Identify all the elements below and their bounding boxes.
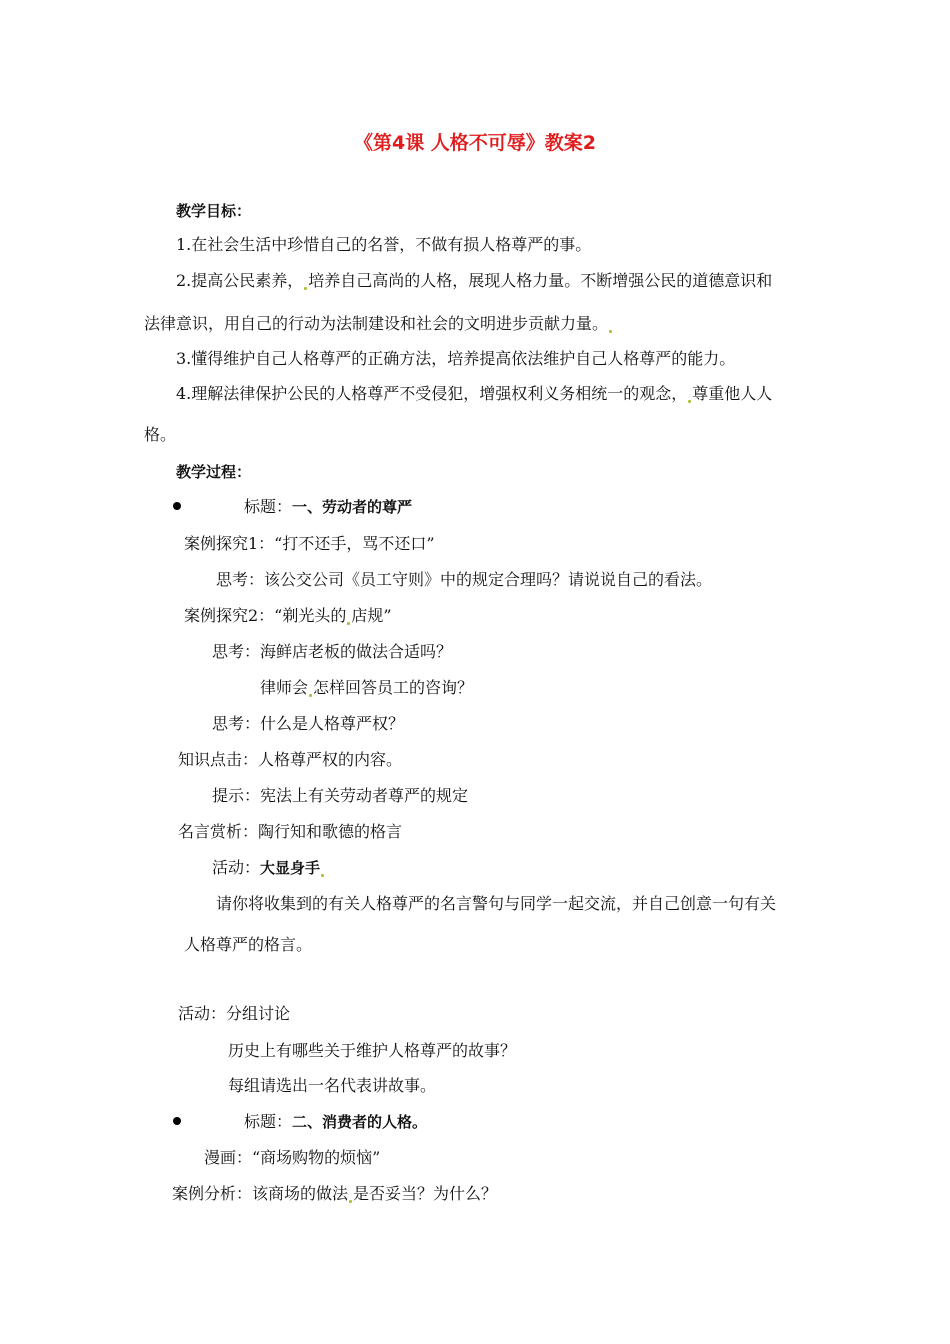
mark-dot <box>321 874 324 877</box>
activity-1-text-line-1: 请你将收集到的有关人格尊严的名言警句与同学一起交流，并自己创意一句有关 <box>216 894 777 913</box>
mark-dot <box>688 400 691 403</box>
goal-4-line-2: 格。 <box>144 425 177 444</box>
mark-dot <box>304 287 307 290</box>
mark-dot <box>349 1200 352 1203</box>
goal-1: 1.在社会生活中珍惜自己的名誉，不做有损人格尊严的事。 <box>176 235 592 254</box>
mark-dot <box>609 330 612 333</box>
goal-3: 3.懂得维护自己人格尊严的正确方法，培养提高依法维护自己人格尊严的能力。 <box>176 349 736 368</box>
think-1: 思考：该公交公司《员工守则》中的规定合理吗？请说说自己的看法。 <box>216 570 713 589</box>
mark-dot <box>309 694 312 697</box>
comic: 漫画：“商场购物的烦恼” <box>204 1148 381 1167</box>
discussion-2: 每组请选出一名代表讲故事。 <box>228 1076 437 1095</box>
teaching-goals-heading: 教学目标： <box>176 202 252 220</box>
think-2: 思考：海鲜店老板的做法合适吗？ <box>212 642 453 661</box>
mark-dot <box>347 622 350 625</box>
discussion-1: 历史上有哪些关于维护人格尊严的故事？ <box>228 1041 517 1060</box>
bullet-icon <box>173 502 181 510</box>
hint: 提示：宪法上有关劳动者尊严的规定 <box>212 786 469 805</box>
goal-2-line-1: 2.提高公民素养， 培养自己高尚的人格，展现人格力量。不断增强公民的道德意识和 <box>176 271 773 290</box>
case-analysis: 案例分析：该商场的做法 是否妥当？为什么？ <box>172 1184 498 1203</box>
activity-1-text-line-2: 人格尊严的格言。 <box>184 935 313 954</box>
teaching-process-heading: 教学过程： <box>176 463 252 481</box>
bullet-icon <box>173 1117 181 1125</box>
quote-appreciation: 名言赏析：陶行知和歌德的格言 <box>178 822 403 841</box>
goal-2-line-2: 法律意识，用自己的行动为法制建设和社会的文明进步贡献力量。 <box>144 314 613 334</box>
section-1-heading: 标题：一、劳动者的尊严 <box>244 497 413 516</box>
goal-4-line-1: 4.理解法律保护公民的人格尊严不受侵犯，增强权利义务相统一的观念， 尊重他人人 <box>176 384 773 403</box>
document-title: 《第4课 人格不可辱》教案2 <box>353 132 597 154</box>
activity-2-heading: 活动：分组讨论 <box>178 1004 291 1023</box>
case-1: 案例探究1：“打不还手，骂不还口” <box>184 534 435 553</box>
knowledge-click: 知识点击：人格尊严权的内容。 <box>178 750 403 769</box>
case-2: 案例探究2：“剃光头的 店规” <box>184 606 392 625</box>
think-3: 思考：什么是人格尊严权？ <box>212 714 405 733</box>
activity-1-heading: 活动：大显身手 <box>212 858 325 878</box>
think-2b: 律师会 怎样回答员工的咨询？ <box>260 678 474 697</box>
section-2-heading: 标题：二、消费者的人格。 <box>244 1112 428 1131</box>
